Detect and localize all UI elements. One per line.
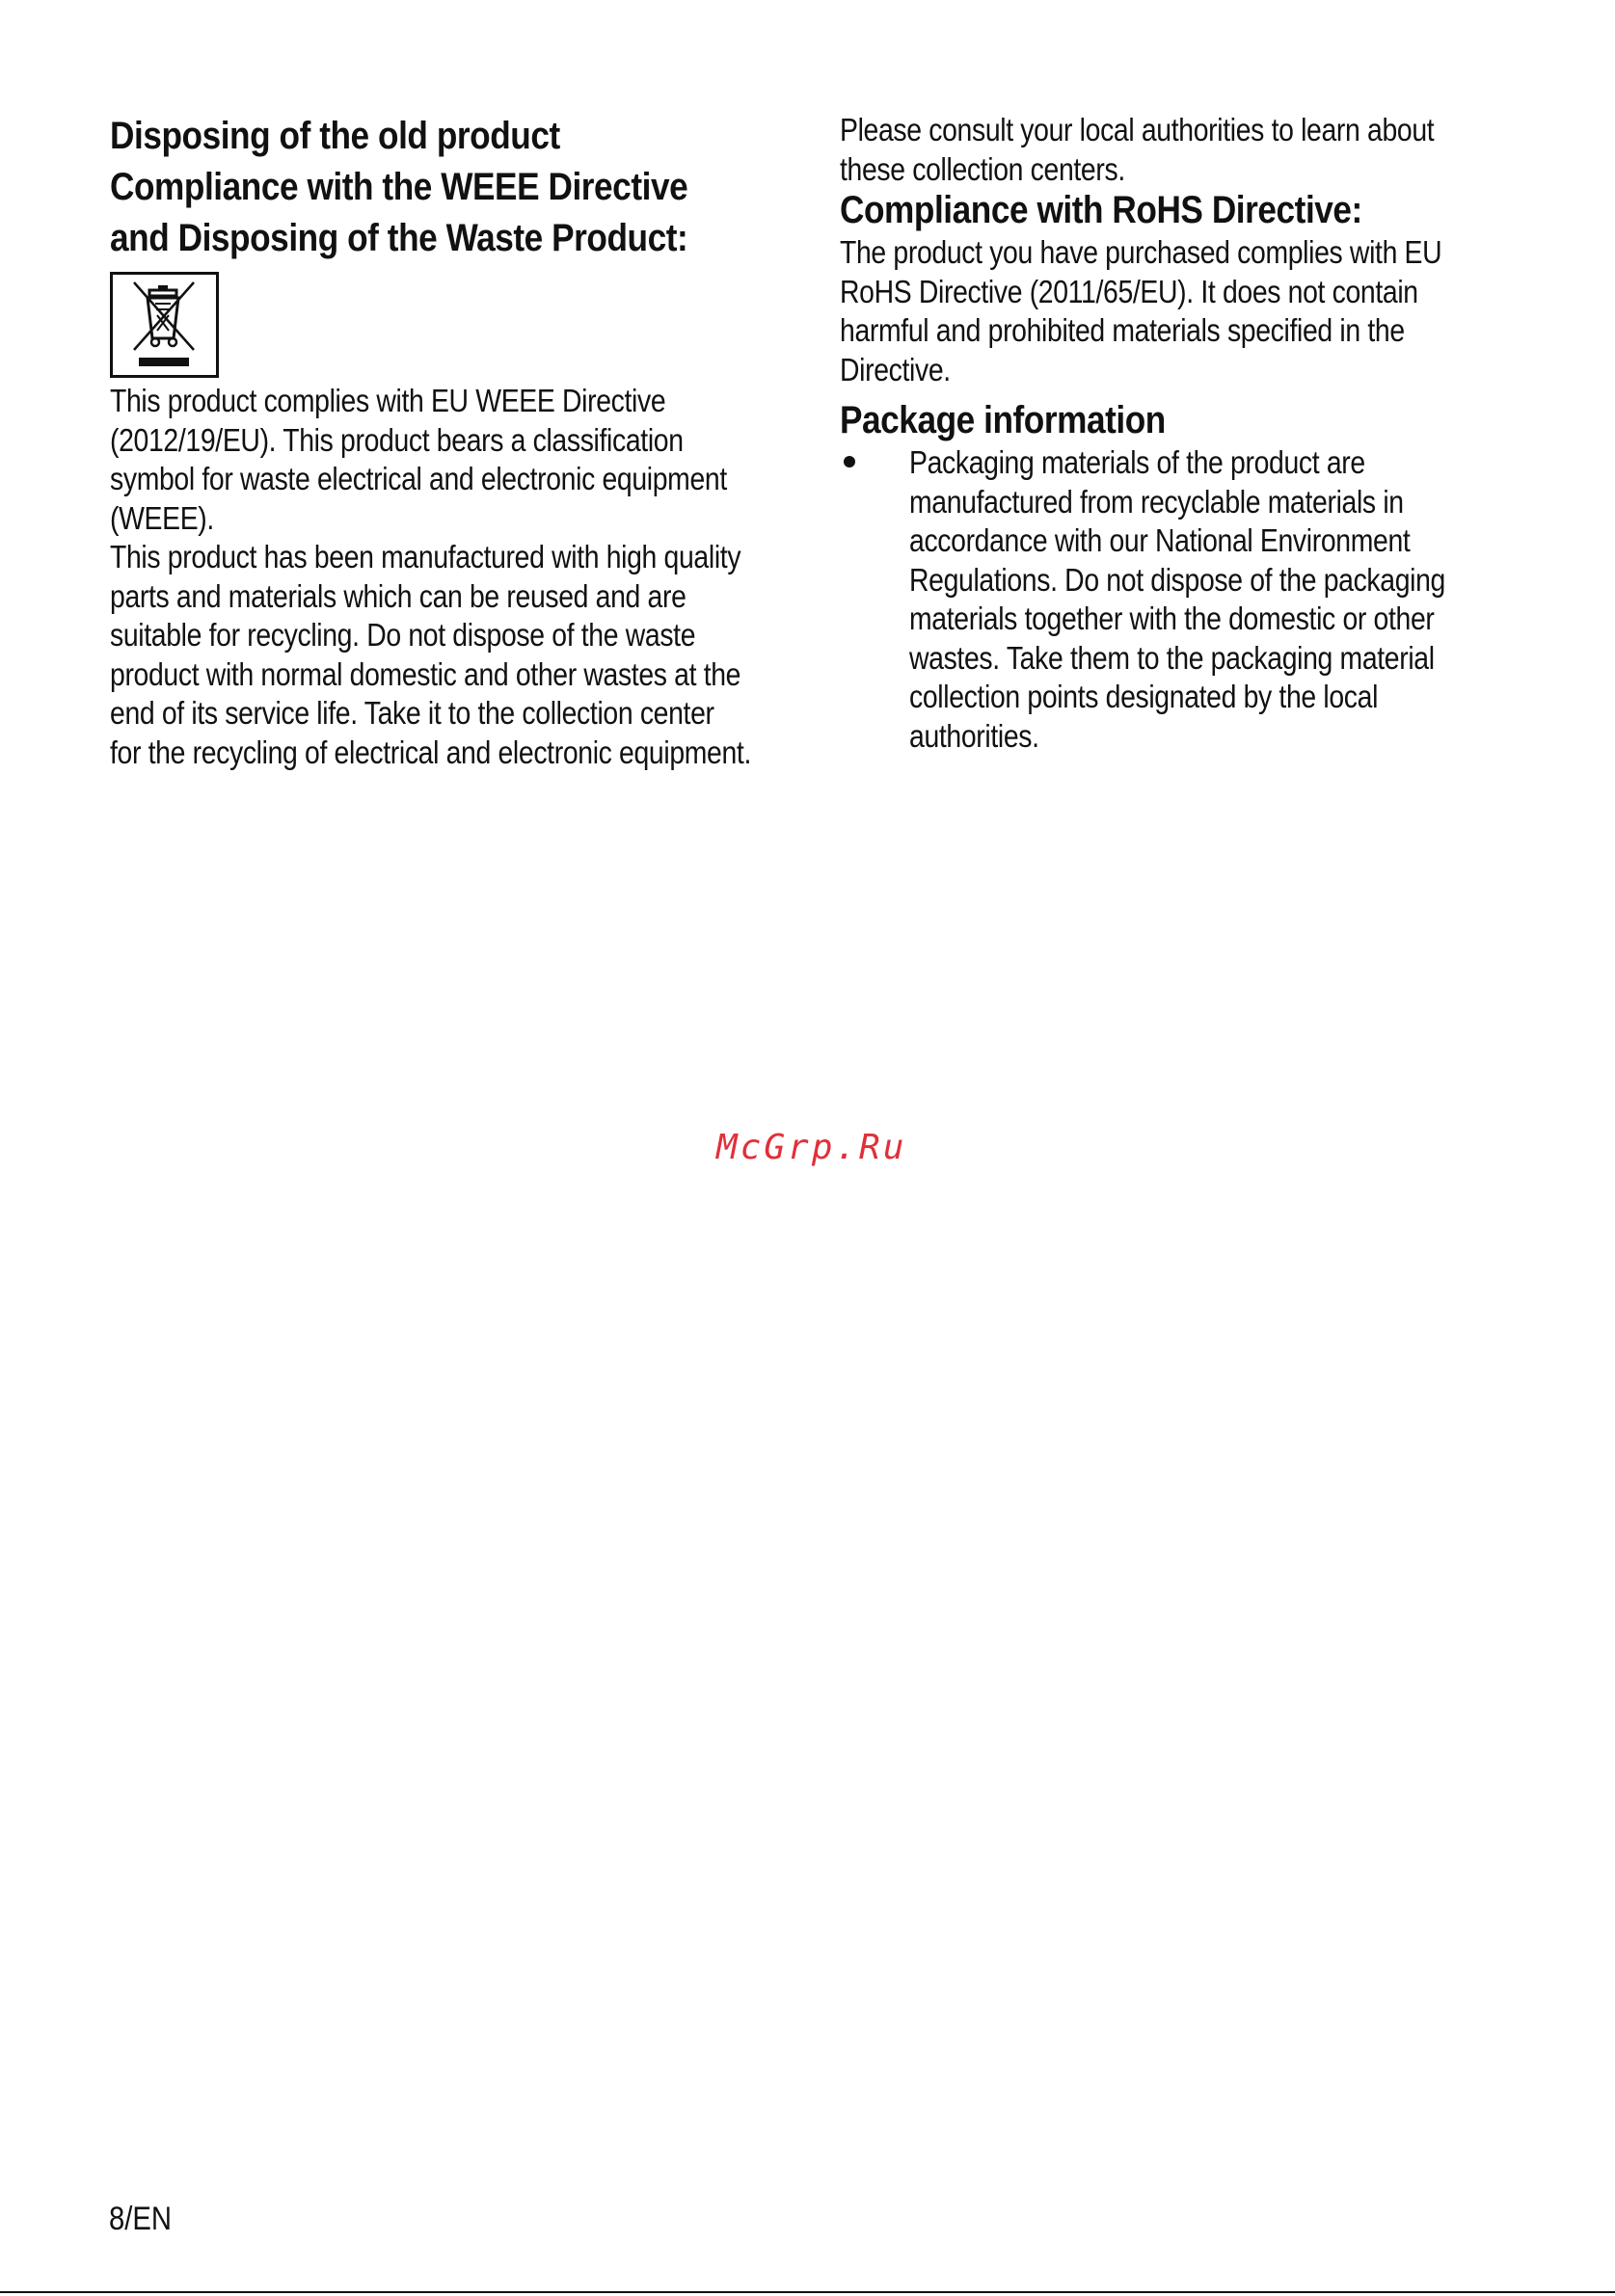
watermark: McGrp.Ru xyxy=(716,1128,907,1167)
text-line: authorities. xyxy=(909,717,1039,754)
text-line: This product has been manufactured with high quality xyxy=(110,539,741,574)
weee-symbol-frame xyxy=(110,272,219,378)
text-line: these collection centers. xyxy=(840,150,1125,187)
package-bullet-item xyxy=(840,443,1515,756)
text-line: The product you have purchased complies with EU xyxy=(840,234,1442,270)
text-line: suitable for recycling. Do not dispose of the waste xyxy=(110,617,696,653)
text-line: product with normal domestic and other wastes at the xyxy=(110,655,741,692)
text-line: for the recycling of electrical and electronic equipment. xyxy=(110,734,752,770)
collection-centers-text xyxy=(840,111,1435,189)
text-line: Regulations. Do not dispose of the packaging xyxy=(909,561,1446,598)
right-column xyxy=(840,111,1515,756)
bullet-icon xyxy=(844,456,855,467)
text-line: wastes. Take them to the packaging material xyxy=(909,639,1435,676)
text-line: collection points designated by the local xyxy=(909,679,1379,714)
text-line: symbol for waste electrical and electronic equipment xyxy=(110,461,727,496)
text-line: manufactured from recyclable materials in xyxy=(909,483,1404,520)
text-line: This product complies with EU WEEE Directive xyxy=(110,383,666,418)
text-line: Please consult your local authorities to learn about xyxy=(840,112,1435,147)
rohs-body-text xyxy=(840,233,1442,389)
crossed-out-wheelie-bin-icon xyxy=(113,275,216,375)
heading-line: and Disposing of the Waste Product: xyxy=(110,217,688,259)
text-line: parts and materials which can be reused and are xyxy=(110,577,686,614)
heading-line: Compliance with the WEEE Directive xyxy=(110,166,688,208)
text-line: harmful and prohibited materials specified in the xyxy=(840,312,1405,348)
text-line: accordance with our National Environment xyxy=(909,522,1411,558)
text-line: (WEEE). xyxy=(110,499,214,536)
text-line: RoHS Directive (2011/65/EU). It does not contain xyxy=(840,273,1418,309)
text-line: materials together with the domestic or other xyxy=(909,601,1435,636)
left-column xyxy=(110,111,794,772)
text-line: Packaging materials of the product are xyxy=(909,444,1365,480)
text-line: (2012/19/EU). This product bears a classification xyxy=(110,421,684,458)
weee-section-heading xyxy=(110,111,713,264)
bottom-divider xyxy=(0,2291,1615,2293)
text-line: end of its service life. Take it to the collection center xyxy=(110,695,714,731)
heading-line: Disposing of the old product xyxy=(110,115,560,157)
weee-body-text xyxy=(110,382,752,772)
package-info-heading: Package information xyxy=(840,399,1166,441)
rohs-heading: Compliance with RoHS Directive: xyxy=(840,189,1362,231)
page-number: 8/EN xyxy=(109,2201,173,2237)
package-bullet-text xyxy=(909,443,1446,756)
text-line: Directive. xyxy=(840,351,951,387)
